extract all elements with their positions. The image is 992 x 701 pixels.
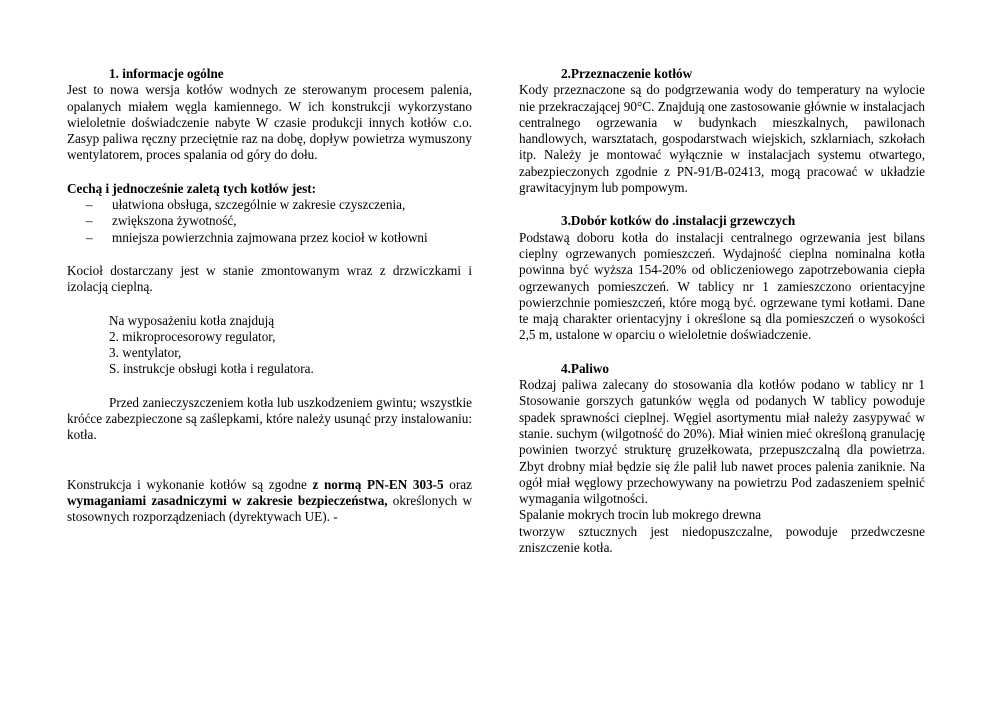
list-item-text: zwiększona żywotność,	[112, 213, 237, 229]
equipment-block	[67, 313, 472, 378]
spacer	[67, 164, 472, 181]
section-1-heading: 1. informacje ogólne	[109, 66, 224, 81]
compliance-text: określonych w stosownych rozporządzeniach (dyrektywach UE). -	[67, 492, 473, 525]
protection-paragraph: Przed zanieczyszczeniem kotła lub uszkodzeniem gwintu; wszystkie króćce zabezpieczone są zaślepkami, które należy usunąć przy instalowaniu: kotła.	[67, 394, 472, 443]
list-item-text: mniejsza powierzchnia zajmowana przez kocioł w kotłowni	[112, 229, 428, 245]
list-item-text: ułatwiona obsługa, szczególnie w zakresie czyszczenia,	[112, 197, 406, 213]
right-column	[519, 66, 925, 556]
section-4-heading: 4.Paliwo	[561, 360, 609, 376]
spacer	[519, 196, 925, 213]
spacer	[67, 296, 472, 313]
equipment-item: 2. mikroprocesorowy regulator,	[109, 328, 276, 344]
list-item	[67, 197, 472, 213]
compliance-paragraph	[67, 477, 472, 526]
dash-bullet: –	[86, 197, 93, 213]
selection-paragraph: Podstawą doboru kotła do instalacji centralnego ogrzewania jest bilans cieplny ogrzewanych pomieszczeń. Wydajność cieplna nominalna kotła powinna być wyższa 154-20% od obliczeniowego zapotrzebowania ciepła ogrzewanych pomieszczeń. W tablicy nr 1 zamieszczono orientacyjne powierzchnie pomieszczeń, które mogą być. ogrzewane tymi kotłami. Dane te mają charakter orientacyjny i określone są dla pomieszczeń o wysokości 2,5 m, ustalone w oparciu o wieloletnie doświadczenie.	[519, 229, 925, 343]
list-item	[67, 230, 472, 246]
equipment-intro: Na wyposażeniu kotła znajdują	[109, 312, 275, 328]
fuel-line: tworzyw sztucznych jest niedopuszczalne, powoduje przedwczesne zniszczenie kotła.	[519, 523, 925, 556]
spacer	[67, 378, 472, 395]
compliance-text: Konstrukcja i wykonanie kotłów są zgodne	[67, 476, 313, 492]
dash-bullet: –	[86, 213, 93, 229]
section-2-heading: 2.Przeznaczenie kotłów	[561, 66, 693, 81]
compliance-text: oraz	[443, 476, 472, 492]
features-heading: Cechą i jednocześnie zaletą tych kotłów jest:	[67, 180, 317, 196]
equipment-item: S. instrukcje obsługi kotła i regulatora.	[109, 361, 314, 377]
general-info-paragraph: Jest to nowa wersja kotłów wodnych ze sterowanym procesem palenia, opalanych miałem węgla kamiennego. W ich konstrukcji wykorzystano wieloletnie doświadczenie nabyte W czasie produkcji innych kotłów c.o. Zasyp paliwa ręczny przeciętnie raz na dobę, dopływ powietrza wymuszony wentylatorem, proces spalania od góry do dołu.	[67, 82, 472, 163]
delivery-paragraph: Kocioł dostarczany jest w stanie zmontowanym wraz z drzwiczkami i izolacją cieplną.	[67, 262, 472, 295]
left-column	[67, 66, 472, 526]
spacer	[67, 246, 472, 263]
compliance-standard: z normą PN-EN 303-5	[312, 476, 444, 492]
fuel-paragraph: Rodzaj paliwa zalecany do stosowania dla kotłów podano w tablicy nr 1 Stosowanie gorszych gatunków węgla od podanych W tablicy powoduje spadek sprawności cieplnej. Węgiel asortymentu miał należy zasypywać w stanie. suchym (wilgotność do 20%). Miał winien mieć określoną granulację powinien tworzyć strukturę gruzełkowata, przepuszczalną dla powietrza. Zbyt drobny miał będzie się źle palił lub nawet proces palenia zaniknie. Na ogół miał węglowy przechowywany na powietrzu Pod zadaszeniem spełnić wymagania wilgotności.	[519, 377, 925, 507]
features-list	[67, 197, 472, 246]
compliance-requirements: wymaganiami zasadniczymi w zakresie bezpieczeństwa,	[67, 492, 388, 508]
fuel-line: Spalanie mokrych trocin lub mokrego drewna	[519, 507, 762, 523]
section-3-heading: 3.Dobór kotków do .instalacji grzewczych	[561, 213, 796, 229]
list-item	[67, 213, 472, 229]
spacer	[67, 444, 472, 477]
spacer	[519, 344, 925, 361]
purpose-paragraph: Kody przeznaczone są do podgrzewania wody do temperatury na wylocie nie przekraczającej 90°C. Znajdują one zastosowanie głównie w instalacjach centralnego ogrzewania w budynkach mieszkalnych, pawilonach handlowych, warsztatach, gospodarstwach wiejskich, szklarniach, szkołach itp. Należy je montować wyłącznie w instalacjach systemu otwartego, zabezpieczonych zgodnie z PN-91/B-02413, mogą pracować w układzie grawitacyjnym lub pompowym.	[519, 82, 925, 196]
equipment-item: 3. wentylator,	[109, 345, 182, 361]
dash-bullet: –	[86, 229, 93, 245]
